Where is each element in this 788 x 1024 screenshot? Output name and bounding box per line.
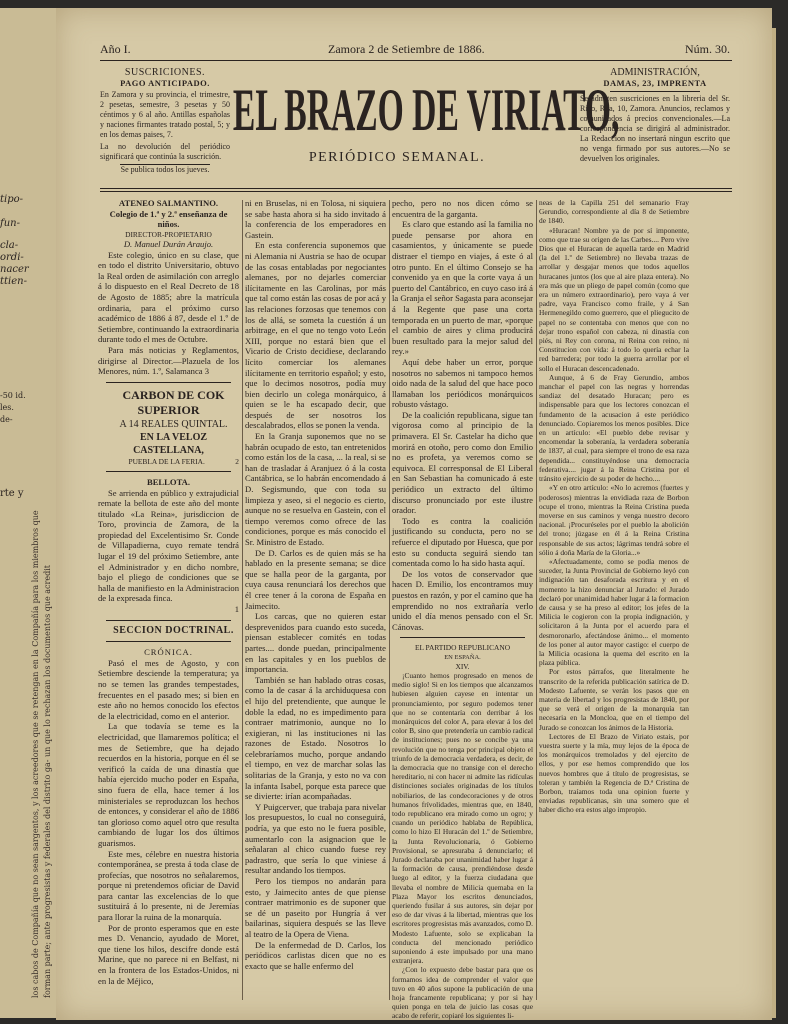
subscriptions-text: En Zamora y su provincia, el trimestre, 2 pesetas, semestre, 3 pesetas y 50 céntimos y 6 al año. Antillas españolas y naciones firmantes tratado postal, 5; y en los demas paises, 7. <box>100 90 230 139</box>
column-4 <box>539 198 689 1008</box>
coke-ad-address-text: PUEBLA DE LA FERIA. <box>128 456 205 466</box>
section-heading: SECCION DOCTRINAL. <box>113 624 234 636</box>
cronica-paragraph: Por de pronto esperamos que en este mes D. Venancio, ayudado de Moret, que tiene los hilos, descifre donde está Marine, que no parece ni en Belfast, ni en la frontera de los Estados-Unidos, ni en la de Méjico, <box>98 922 239 986</box>
bellota-title: BELLOTA. <box>146 476 191 487</box>
coke-ad-price: A 14 REALES QUINTAL. <box>119 418 228 430</box>
article-title: EL PARTIDO REPUBLICANO <box>414 643 511 653</box>
column-1 <box>98 198 239 1008</box>
coke-ad-store: EN LA VELOZ CASTELLANA, <box>133 431 208 456</box>
administration-text: Se admiten suscriciones en la libreria del Sr. Rico, Rua, 10, Zamora. Anuncios, reclamos y comunicados á precios convencionales.—La correspondencia se dirigirá al administrador. La Redaccion no insertará ningun escrito que no venga firmado por sus autores.—No se devuelven los originales. <box>580 94 730 163</box>
cronica-paragraph: Pasó el mes de Agosto, y con Setiembre desciende la temperatura; ya no se temen las grandes tempestades, frecuentes en el pasado mes; si bien en este año no hemos conocido los efectos de la electricidad, como en el anterior. <box>98 657 239 721</box>
paragraph: De los votos de conservador que hacen D. Emilio, los encontramos muy puestos en razón, y por el camino que ha emprendido no nos extrañaría verlo unido el día menos pensado con el Sr. Cánovas. <box>392 568 533 632</box>
divider <box>610 91 700 92</box>
paragraph: En la Granja suponemos que no se habrán ocupado de esto, tan entretenidos como están los de la casa, ... la real, si se han de trasladar á Aranjuez ó á la costa Cantábrica, se lo habrán encomendado á D. Segismundo, que con toda su limpieza y aseo, si el negocio es cierto, aunque no se resuelva en Gastein, con el tiempo veremos como ofrece de las condiciones, porque es más conocido el Sr. Ministro de Estado. <box>245 431 386 547</box>
coke-ad-title: CARBON DE COK SUPERIOR <box>122 387 225 417</box>
paragraph: ni en Bruselas, ni en Tolosa, ni siquiera se sabe hasta ahora si ha sido invitado á la conferencia de los emperadores en Gastein. <box>245 198 386 240</box>
prev-fragment: cla- <box>0 240 19 251</box>
masthead-rule-thin <box>100 191 732 192</box>
paragraph: Aquí debe haber un error, porque nosotros no sabemos ni tampoco hemos oido nada de la salud del que hace poco llamaban los periódicos monárquicos robusto vástago. <box>392 356 533 410</box>
paragraph: También se han hablado otras cosas, como la de casar á la archiduquesa con el hijo del pretendiente, que aunque le doble la edad, no es impedimento para contraer matrimonio, aunque no lo exigieran, ni las instituciones ni las razones de Estado. Nosotros lo celebraríamos mucho, porque andando el tiempo, en vez de marchar solas las solitarias de la Granja, y esto no va con la infanta Isabel, porque esta parece que se divierte: irían acompañadas. <box>245 674 386 802</box>
prev-fragment: de- <box>0 415 13 424</box>
ateneo-director-name: D. Manuel Durán Araujo. <box>123 238 214 249</box>
previous-page <box>0 8 58 1018</box>
column-separator <box>389 200 390 1000</box>
column-separator <box>536 200 537 1000</box>
paragraph: Pero los tiempos no andarán para esto, y Jaimecito antes de que piense contraer matrimonio es de suponer que se dé un paseito por Hungría á ver bailarinas, siquiera después se las lleve al teatro de la Opera de Viena. <box>245 876 386 939</box>
coke-ad-num: 2 <box>235 456 239 466</box>
subscriptions-title: SUSCRICIONES. <box>124 67 206 78</box>
paragraph: De D. Carlos es de quien más se ha hablado en la presente semana; se dice que se halla peor de la garganta, por cuya causa renunciará los derechos que él cree tener á la corona de España en Jaimecito. <box>245 547 386 611</box>
newspaper-subtitle: PERIÓDICO SEMANAL. <box>308 150 486 165</box>
paragraph: De la coalición republicana, sigue tan vigorosa como al principio de la primavera. El Sr. Castelar ha dicho que morirá en otoño, pero como don Emilio no es profeta, ya veremos como se equivoca. El corresponsal de El Liberal en San Sebastian ha comunicado á este periódico un extracto del último discurso pronunciado por este ilustre orador. <box>392 409 533 516</box>
article-paragraph: «Y en otro artículo: «No lo acremos (fuertes y poderosos) mientras la envidiada raza de Borbon ocupe el trono, mientras la Reina Cristina pueda moverse en sus caminos y venga nuestro decoro nacional. ¡Procuréseles por el pueblo la abolición del trono; júzgase en él á la Reina Cristina responsable de sus actos; lágrimas tendrá sobre el sólio á doña María de la Gloria...» <box>539 483 689 557</box>
article-paragraph: Por estos párrafos, que literalmente he transcrito de la referida publicación satírica de D. Modesto Lafuente, se verán los pasos que en materia de libertad y los progresistas de 1840, por que se verá el origen de la monarquía tan necesaria en la Moncloa, que en el tiempo del Jurado se conozcan los ánimos de la Historia. <box>539 667 689 732</box>
issue-number: Núm. 30. <box>685 42 730 56</box>
issue-year: Año I. <box>100 42 131 56</box>
prev-fragment: ordi- <box>0 252 24 263</box>
divider <box>400 637 525 638</box>
subscriptions-subtitle: PAGO ANTICIPADO. <box>120 78 210 88</box>
divider <box>106 620 231 621</box>
newspaper-page <box>56 8 772 1020</box>
administration-title: ADMINISTRACIÓN, <box>610 67 700 78</box>
paragraph: Los carcas, que no quieren estar desprevenidos para cuando esto suceda, piensan establecer comités en todas partes.... donde puedan, principalmente en las capitales y en los pueblos de importancia. <box>245 611 386 675</box>
article-number: XIV. <box>455 661 470 671</box>
header-rule <box>100 60 732 61</box>
ateneo-subtitle: Colegio de 1.ª y 2.ª enseñanza de niños. <box>109 208 228 230</box>
prev-fragment: ttien- <box>0 276 27 287</box>
prev-fragment: nacer <box>0 264 29 275</box>
page-edge <box>772 28 776 1018</box>
administration-box <box>580 68 730 164</box>
ateneo-director-label: DIRECTOR-PROPIETARIO <box>125 229 212 239</box>
administration-address: DAMAS, 23, IMPRENTA <box>603 78 707 88</box>
paragraph: De la enfermedad de D. Carlos, los periódicos carlistas dicen que no es exacto que se halle enfermo del <box>245 939 386 971</box>
paragraph: Todo es contra la coalición justificando su conducta, pero no se refuerce el diputado por Huesca, que por esto su conducta seguirá siendo tan comentada como lo ha sido hasta aquí. <box>392 515 533 569</box>
paragraph: En esta conferencia suponemos que ni Alemania ni Austria se hao de ocupar de las cosas entabladas por negociantes alemanes, por no dejarles comerciar ilícitamente en las Carolinas, por más que tal como están las cosas de por acá y las relaciones forzosas que tenemos con los de allá, se someta la cuestión á un arbitrage, en el que no tengo voto León XIII, porque no estará bien que el Vicario de Cristo decidiese, declarando lícito comerciar los alemanes ilícitamente en territorio español; y esto, que lo decimos nosotros, podía muy bien decirlo un colega monárquico, á quien se le ha escapado decir, que después de ser nosotros los descalabrados, ellos se ponen la venda. <box>245 240 386 431</box>
prev-vertical-text: los cabos de Compañía que no sean sargentos, y los acreedores que se retengan en la Compañía para los miembros que forman parte; ante progresistas y federales del distrito ga- un que lo rechazan los documentos que acredit <box>31 510 52 998</box>
article-paragraph: Aunque, á 6 de Fray Gerundio, ambos manchar el papel con las negras y horrendas sandiaz del desatado Huracan; pero es indispensable para que los lectores conozcan el fundamento de la acusacion á este periódico denunciado. Copiaremos los menos posibles. Dice en un artículo: «El pueblo debe revisar y encomendar la soberanía, la verdadera soberanía de 1837, al cual, para siempre el trono de esa raza dependida... constituyéndose una democracia federativa.... jugar á la Reina Cristina por el tránsito ejercicio de su poder de hecho.... <box>539 372 689 484</box>
prev-fragment: -50 id. <box>0 391 26 400</box>
masthead <box>232 68 620 166</box>
subscriptions-note2: Se publica todos los jueves. <box>120 165 210 174</box>
article-paragraph: neas de la Capilla 251 del semanario Fray Gerundio, correspondiente al día 8 de Setiembre de 1840. <box>539 198 689 226</box>
ateneo-text-2: Para más noticias y Reglamentos, dirigirse al Director.—Plazuela de los Menores, núm. 1.º, Salamanca 3 <box>98 344 239 377</box>
subscriptions-box <box>100 68 230 175</box>
coke-ad-address <box>98 457 239 466</box>
cronica-paragraph: Este mes, célebre en nuestra historia contemporánea, se presta á toda clase de profecías, que nosotros no señalaremos, porque ni pretendemos oficiar de David para cantar las excelencias de lo que sustituirá á lo presente, ni de Jeremías para llorar la ruina de la monarquía. <box>98 848 239 923</box>
subscriptions-note: La no devolución del periódico significará que continúa la suscrición. <box>100 142 230 161</box>
issue-line <box>100 42 730 58</box>
prev-fragment: fun- <box>0 218 20 229</box>
divider <box>106 382 231 383</box>
article-paragraph: ¡Cuanto hemos progresado en menos de medio siglo! Si en los tiempos que alcanzamos hubiesen alguien cayese en intentar un pronunciamiento, por seguro podemos tener que no se contentaría con derribar á los monárquicos del color A, para elevar á los del color B, sino que pretendería un cambio radical de instituciones; pues no se concibe ya una revolución que no tenga por principal objeto el triunfo de la democracia verdadera, es decir, de la democracia que no transige con el derecho hereditario, ni con hacer ni admite las ridículas distinciones sociales originadas de los títulos nobiliarios, de las condecoraciones y de otros humanos frívolidades, mientras que, en 1840, todo republicano era mirado como un ogro; y cuando un periódico hablaba de República, como lo hizo El Huracán del 1.º de Setiembre, la Junta Revolucionaria, ó Gobierno Provisional, se apresuraba á denunciarlo; el Jurado declaraba por unanimidad haber lugar á la formación de causa, prendiéndose desde luego al editor, y la fuerza ciudadana que llevaba el nombre de Milicia quemaba en la Plaza Mayor los escritos denunciados, queriendo fusilar á sus autores, sin dejar por eso de dar vivas á la libertad, mientras que los escritores progresistas más avanzados, como D. Modesto Lafuente, solo se explicaban la conducta del mencionado periódico suponiendo á este impulsado por una mano extranjera. <box>392 670 533 966</box>
paragraph: Es claro que estando así la familia no puede pensarse por ahora en casamientos, y únicamente se puede distraer el tiempo en viajes, á este ó al otro punto. En el último Consejo se ha convenido ya en que la corte vaya á un puerto del Cantábrico, en cuyo caso irá á la Granja el señor Sagasta para aconsejar á la Regente que pase una corta temporada en un puerto de mar, «porque el cambio de aires y clima producirá buen resultado para la mejor salud del rey.» <box>392 219 533 357</box>
divider <box>106 641 231 642</box>
ateneo-title: ATENEO SALMANTINO. <box>118 198 219 208</box>
paragraph: pecho, pero no nos dicen cómo se encuentra de la garganta. <box>392 198 533 219</box>
prev-fragment: les. <box>0 403 14 412</box>
column-3 <box>392 198 533 1021</box>
article-paragraph: Lectores de El Brazo de Viriato estais, por vuestra suerte y la mía, muy lejos de la época de los monárquicos tremolados y del ejercito de ellos, y por ese hemos comprendido que los nuevos hombres que á título de progresistas, se toleran y también la Regencia de D.ª Cristina de Borbon, traíamos toda una opinion fuerte y enviadas republicanas, sin una somero que el haber dicho era estos algo impropio. <box>539 731 689 815</box>
bellota-num: 1 <box>234 604 239 615</box>
article-paragraph: ¿Con lo expuesto debe bastar para que os formamos idea de comprender el valor que tuvo en 40 años supone la publicación de una hoja francamente republicana; y por si hay quien ponga en tela de juicio las cosas que acabo de referir, copiaré los siguientes li- <box>392 965 533 1021</box>
divider <box>106 471 231 472</box>
paragraph: Y Puigcerver, que trabaja para nivelar los presupuestos, lo cual no conseguirá, podría, ya que esto no le fuera posible, aumentarlo con la asignacion que le señalaran al chico cuando fuese rey padrastro, que sería lo que viniese á resultar andando los tiempos. <box>245 801 386 876</box>
bellota-text: Se arrienda en público y extrajudicial remate la bellota de este año del monte titulado «La Reina», jurisdiccion de Toro, provincia de Zamora, de la propiedad del Excelentisimo Sr. Conde de Villapadierna, cuyo remate tendrá lugar el 19 del próximo Setiembre, ante el Administrador y en dicho nombre, bajo el pliego de condiciones que se halla de manifiesto en la Administracion de la expresada finca. <box>98 487 239 604</box>
cronica-paragraph: La que todavía se teme es la electricidad, que llamaremos política; el mes de Setiembre, que ha dejado recuerdos en la historia, porque en él se verificó la caída de una dinastía que había ejercido mucho poder en España, sino fuera de ella, hace temer á los ministeriales se reproduzcan los hechos de entonces, y considerar el año de 1886 tan glorioso como aquel otro que resulta cambiando de lugar los dos últimos guarismos. <box>98 721 239 848</box>
masthead-rule <box>100 188 732 189</box>
prev-fragment: rte y <box>0 488 24 499</box>
cronica-heading: CRÓNICA. <box>144 647 193 658</box>
newspaper-title: EL BRAZO DE VIRIATO, <box>232 77 620 143</box>
article-subtitle: EN ESPAÑA. <box>444 653 481 661</box>
column-separator <box>242 200 243 1000</box>
article-paragraph: «Afectuadamente, como se podía menos de suceder, la Junta Provincial de Gobierno leyó con indignación tan desaforada escritura y en el momento la hizo denunciar al Jurado: el Jurado declaró por unanimidad haber lugar á la formacion de causa y se ha preso al editor; los jefes de la Milicia le cogieron con la propia indignación, y solicitaron á la Junta por el acuerdo para el desmoronarlo, afectándose ánimo... el momento de los poner al autor mayor castigo: el cuerpo de la Milicia ocasiona la quema del escrito en la plaza pública. <box>539 556 690 668</box>
article-paragraph: «Huracan! Nombre ya de por sí imponente, como que trae su origen de las Carbes.... Pero vive Dios que el Huracan de aquella tarde en Madrid (la del 1.º de Setiembre) no llevaba trazas de arrollar y desgajar menos que todos aquellos huracanes juntos (los que al aire plaza entera). No era más que un pliego de papel común (como que era un número extraordinario), pero vaya á ver padre, vaya Francisco como fraile, y á San Hermenegildo como guerrero, que el pliegucito de papel no se contentaba con menos que con no dejar trono español con cabeza, ni dinastía con piés, ni Rey con corona, ni Reina con reino, ni Constitucion con vida: á todo lo quería echar la red barredera; por todo la guerra arrollar por el sollo el Huracan descencadenado. <box>539 225 689 373</box>
column-2 <box>245 198 386 1008</box>
ateneo-text: Este colegio, único en su clase, que en todo el distrito Universitario, obtuvo la Real orden de asimilación con arreglo á lo dispuesto en el Real Decreto de 18 de Agosto de 1885; abre la matrícula ordinaria, para el próximo curso académico de 1886 á 87, desde el 1.º de Setiembre, continuando la extraordinaria durante todo el mes de Octubre. <box>98 249 239 345</box>
prev-fragment: tipo- <box>0 194 24 205</box>
place-date: Zamora 2 de Setiembre de 1886. <box>328 42 485 56</box>
